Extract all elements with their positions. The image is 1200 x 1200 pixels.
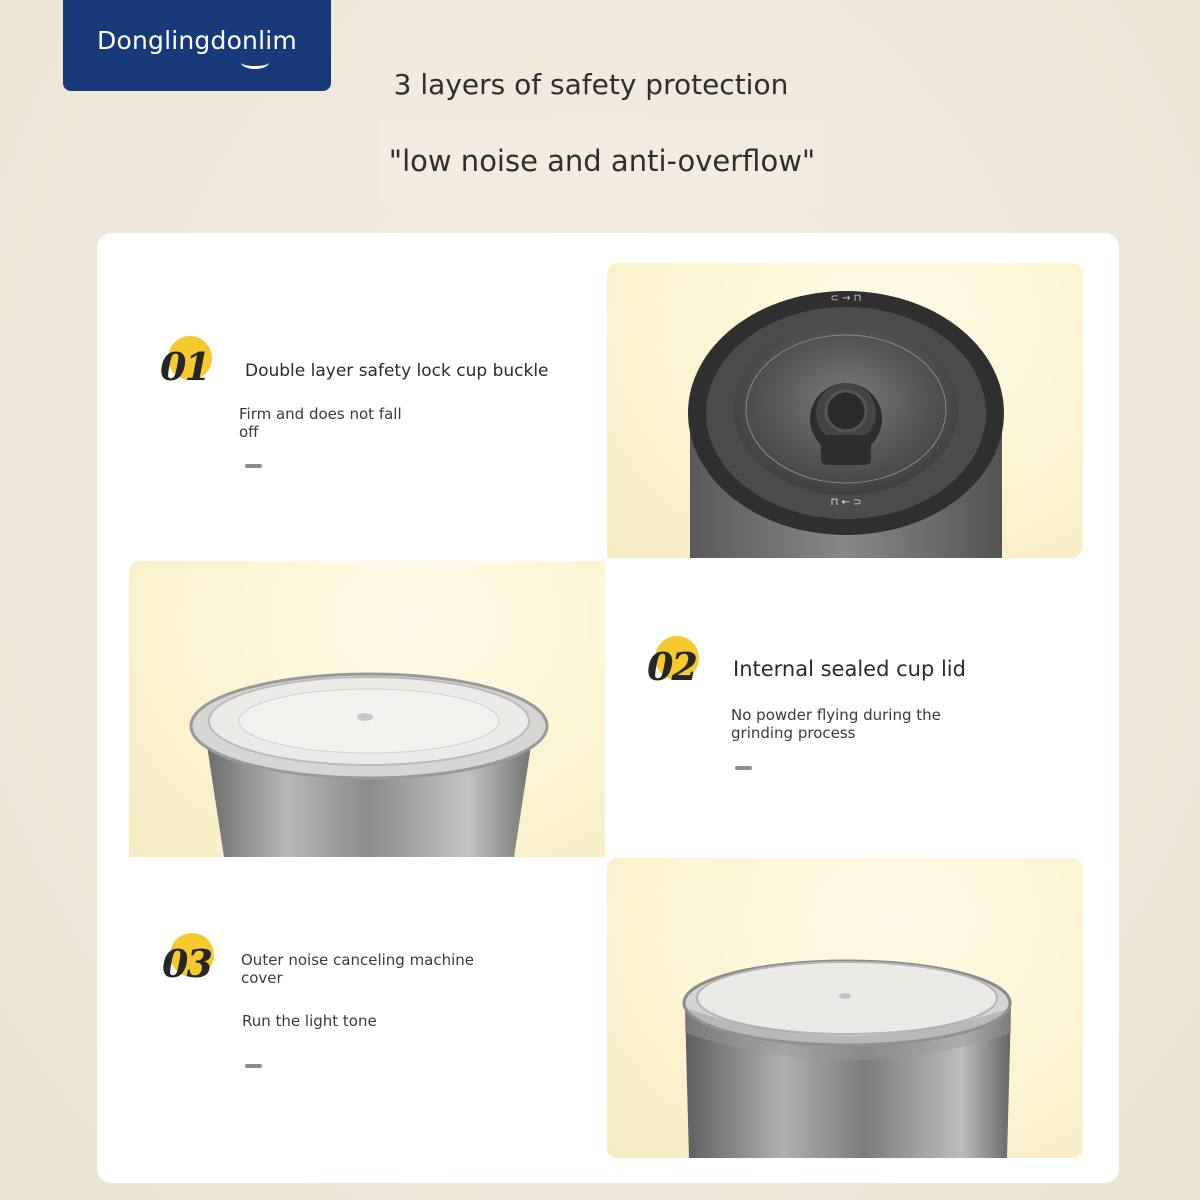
sealed-cup-lid-photo xyxy=(129,561,605,857)
feature-description: No powder flying during the grinding process xyxy=(731,706,941,742)
cover-cup-photo xyxy=(607,858,1083,1158)
feature-number: 02 xyxy=(647,644,696,689)
feature-number-badge xyxy=(160,336,220,396)
headline-secondary: "low noise and anti-overflow" xyxy=(388,144,816,178)
feature-description: Run the light tone xyxy=(242,1012,377,1030)
grinder-top-view-photo xyxy=(607,263,1083,558)
feature-number-badge xyxy=(162,933,222,993)
feature-number-badge xyxy=(647,636,707,696)
svg-text:⊓ ← ⊃: ⊓ ← ⊃ xyxy=(830,497,862,508)
divider-dash xyxy=(735,766,752,770)
feature-title: Internal sealed cup lid xyxy=(733,657,966,681)
sealed-cup-lid-illustration xyxy=(129,561,605,857)
divider-dash xyxy=(245,1064,262,1068)
grinder-top-view-illustration xyxy=(607,263,1083,558)
feature-number: 01 xyxy=(160,344,209,389)
svg-text:⊂ → ⊓: ⊂ → ⊓ xyxy=(830,293,862,304)
feature-description: Firm and does not fall off xyxy=(239,405,402,441)
cover-cup-illustration xyxy=(607,858,1083,1158)
divider-dash xyxy=(245,464,262,468)
feature-number: 03 xyxy=(162,941,211,986)
feature-title: Double layer safety lock cup buckle xyxy=(245,361,549,381)
headline-primary: 3 layers of safety protection xyxy=(393,68,789,101)
features-card xyxy=(97,233,1119,1183)
feature-title: Outer noise canceling machine cover xyxy=(241,951,475,987)
headline-secondary-box xyxy=(381,122,823,204)
brand-name: Donglingdonlim xyxy=(97,26,297,55)
